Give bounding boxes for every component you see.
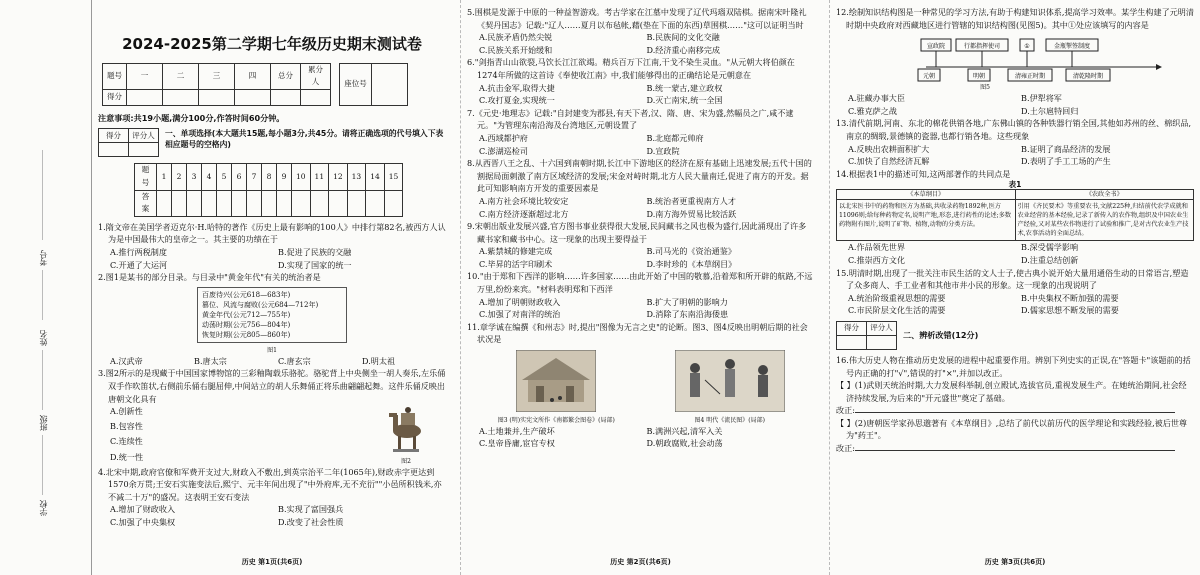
score-header: 二 bbox=[163, 63, 199, 89]
option[interactable]: D.统一性 bbox=[110, 451, 144, 462]
school-label: 学校 bbox=[39, 500, 48, 516]
option[interactable]: C.澎湖巡检司 bbox=[479, 145, 528, 156]
option[interactable]: B.司马光的《资治通鉴》 bbox=[646, 246, 736, 257]
q10-options bbox=[467, 296, 814, 321]
svg-text:明朝: 明朝 bbox=[972, 73, 986, 81]
option[interactable]: B.促进了民族的交融 bbox=[278, 246, 352, 257]
q11-options bbox=[467, 425, 814, 450]
table-1 bbox=[836, 189, 1194, 241]
question-11: 11.章学诚在编撰《和州志》时,提出"图像为无言之史"的论断。图3、图4反映出明朝后期的社会状况是 bbox=[467, 321, 808, 345]
class-label: 班级 bbox=[39, 415, 48, 431]
answer-grid-number: 10 bbox=[292, 164, 311, 190]
page-footer: 历史 第3页(共6页) bbox=[984, 558, 1046, 567]
q4-options bbox=[98, 503, 446, 528]
grader-score-cell[interactable] bbox=[99, 143, 129, 157]
option[interactable]: A.抗击金军,取得大捷 bbox=[479, 82, 555, 93]
part2-heading: 二、辨析改错(12分) bbox=[903, 330, 979, 341]
svg-text:宣政院: 宣政院 bbox=[926, 43, 946, 51]
question-15: 15.明清时期,出现了一批关注市民生活的文人士子,使古典小说开始大量用通俗生动的日常语言,塑造了众多商人、手工业者和其他市井小民的形象。这一现象的出现说明了 bbox=[836, 267, 1189, 291]
answer-cell[interactable] bbox=[347, 190, 366, 216]
option[interactable]: A.汉武帝 bbox=[110, 355, 143, 366]
score-table bbox=[102, 63, 408, 106]
grader-box bbox=[98, 128, 159, 157]
grader-score-label: 得分 bbox=[99, 129, 129, 143]
answer-grid-number: 2 bbox=[172, 164, 187, 190]
toc-line: 恢复时期(公元805—860年) bbox=[202, 330, 291, 339]
option[interactable]: D.朝政腐败,社会动荡 bbox=[646, 438, 723, 449]
q5-options bbox=[467, 31, 814, 56]
diagram-node bbox=[1008, 69, 1052, 81]
table-cell: 以北宋医书中的药物和医方为基础,共收录药物1892种,医方11096则;给每种药物定名,说明产地,形态,进行药性的论述;多数药物附有图片,说明了矿物、植物,动物的分类方法。 bbox=[837, 200, 1016, 241]
option[interactable]: D.注重总结创新 bbox=[1021, 254, 1079, 265]
diagram-node bbox=[956, 39, 1008, 67]
toc-line: 篡位、风流与腐败(公元684—712年) bbox=[202, 300, 319, 309]
option[interactable]: B.深受儒学影响 bbox=[1021, 242, 1079, 253]
score-cell[interactable] bbox=[271, 89, 301, 105]
table-header: 《本草纲目》 bbox=[837, 190, 1016, 200]
option[interactable]: B.中央集权不断加强的需要 bbox=[1021, 292, 1119, 303]
option[interactable]: A.西域都护府 bbox=[479, 132, 528, 143]
score-cell[interactable] bbox=[127, 89, 163, 105]
option[interactable]: A.驻藏办事大臣 bbox=[848, 93, 905, 104]
name-label: 姓名 bbox=[39, 330, 48, 346]
notice: 注意事项:共19小题,满分100分,作答时间60分钟。 bbox=[98, 112, 285, 123]
correction-label: 改正: bbox=[836, 405, 855, 416]
answer-grid-number: 3 bbox=[187, 164, 202, 190]
q6-options bbox=[467, 82, 814, 107]
option[interactable]: B.证明了商品经济的发展 bbox=[1021, 143, 1111, 154]
question-16-2: 【 】(2)唐朝医学家孙思邈著有《本草纲目》,总结了前代以前历代的医学理论和实践经验,被后世尊为"药王"。 bbox=[836, 417, 1188, 441]
score-cell[interactable] bbox=[199, 89, 235, 105]
q3-options bbox=[98, 405, 366, 466]
figure-3-caption: 图3 (明)实宪文所作《南都繁会图卷》(局部) bbox=[497, 416, 615, 424]
answer-cell[interactable] bbox=[232, 190, 247, 216]
option[interactable]: D.表明了手工工场的产生 bbox=[1021, 156, 1111, 167]
option[interactable]: A.增加了明朝财政收入 bbox=[479, 296, 561, 307]
answer-cell[interactable] bbox=[277, 190, 292, 216]
answer-cell[interactable] bbox=[366, 190, 385, 216]
option[interactable]: D.土尔扈特回归 bbox=[1021, 105, 1079, 116]
q13-options bbox=[836, 143, 1194, 168]
score-header: 总分 bbox=[271, 63, 301, 89]
option[interactable]: B.统治者更重视南方人才 bbox=[646, 195, 736, 206]
option[interactable]: D.消除了东南沿海倭患 bbox=[646, 309, 729, 320]
question-9: 9.宋朝出版业发展兴盛,官方图书事业获得很大发展,民间藏书之风也极为盛行,因此涌现出了许多藏书家和藏书中心。这一现象的出现主要得益于 bbox=[467, 221, 807, 244]
figure-5-caption: 图5 bbox=[980, 84, 990, 92]
school-line bbox=[42, 435, 43, 495]
page-footer: 历史 第1页(共6页) bbox=[241, 558, 303, 567]
q15-options bbox=[836, 292, 1194, 317]
option[interactable]: D.明太祖 bbox=[362, 355, 396, 366]
question-8: 8.从西晋八王之乱、十六国到南朝时期,长江中下游地区的经济在原有基础上迅速发展;五代十国的割据局面刺激了南方区域经济的发展;宋金对峙时期,北方人民大量南迁,促进了南方的开发。据此可知影响南方开发的重要因素是 bbox=[467, 158, 812, 194]
option[interactable]: A.创新性 bbox=[110, 406, 143, 417]
grader-box bbox=[836, 321, 897, 350]
figure-3 bbox=[496, 350, 616, 425]
score-header: 三 bbox=[199, 63, 235, 89]
q9-options bbox=[467, 245, 814, 270]
option[interactable]: D.实现了国家的统一 bbox=[278, 259, 352, 270]
answer-grid-number: 15 bbox=[384, 164, 403, 190]
correction-label: 改正: bbox=[836, 443, 855, 454]
question-3: 3.图2所示的是现藏于中国国家博物馆的三彩釉陶载乐骆驼。骆驼背上中央侧坐一胡人奏乐,左乐俑双手作吹笛状,右侧前乐俑右腿屈伸,中间站立的胡人乐舞俑正将乐曲翩翩起舞。这件乐俑反映出唐朝文化具有 bbox=[98, 368, 446, 404]
option[interactable]: B.实现了富国强兵 bbox=[278, 504, 344, 515]
option[interactable]: A.民族矛盾仍然尖锐 bbox=[479, 32, 553, 43]
option[interactable]: D.宣政院 bbox=[646, 145, 680, 156]
option[interactable]: C.南方经济逐渐超过北方 bbox=[479, 208, 569, 219]
seat-label: 座位号 bbox=[340, 63, 372, 105]
option[interactable]: D.李时珍的《本草纲目》 bbox=[646, 258, 737, 269]
figure-5-diagram bbox=[916, 33, 1166, 83]
option[interactable]: C.皇帝昏庸,宦官专权 bbox=[479, 438, 555, 449]
answer-cell[interactable] bbox=[217, 190, 232, 216]
question-4: 4.北宋中期,政府官僚和军费开支过大,财政入不敷出,到英宗治平二年(1065年),财政赤字更达到1570余万贯;王安石实施变法后,熙宁、元丰年间出现了"中外府库,无不充衍""小邑所积钱米,亦不减二十万"的盛况。这表明王安石变法 bbox=[98, 466, 442, 502]
option[interactable]: C.推崇西方文化 bbox=[848, 254, 906, 265]
option[interactable]: C.加快了自然经济瓦解 bbox=[848, 156, 930, 167]
option[interactable]: C.攻打夏金,实现统一 bbox=[479, 95, 555, 106]
option[interactable]: A.南方社会环境比较安定 bbox=[479, 195, 569, 206]
diagram-node bbox=[968, 69, 990, 81]
option[interactable]: C.雅克萨之战 bbox=[848, 105, 897, 116]
grader-name-cell[interactable] bbox=[129, 143, 159, 157]
option[interactable]: B.北庭都元帅府 bbox=[646, 132, 704, 143]
correction-line[interactable] bbox=[836, 404, 1194, 417]
seat-input[interactable] bbox=[372, 63, 408, 105]
option[interactable]: C.加强了中央集权 bbox=[110, 517, 176, 528]
q2-options bbox=[98, 355, 446, 368]
toc-line: 黄金年代(公元712—755年) bbox=[202, 310, 291, 319]
market-painting-image bbox=[516, 350, 596, 412]
option[interactable]: A.反映出农耕面积扩大 bbox=[848, 143, 930, 154]
question-1: 1.隋文帝在美国学者迈克尔·H.哈特的著作《历史上最有影响的100人》中排行第82名,被西方人认为是中国最伟大的皇帝之一。其主要的功绩在于 bbox=[98, 221, 446, 245]
diagram-node bbox=[921, 39, 951, 67]
answer-grid-number: 12 bbox=[329, 164, 348, 190]
score-row-label: 得分 bbox=[103, 89, 127, 105]
option[interactable]: B.民族间的文化交融 bbox=[646, 32, 720, 43]
diagram-node bbox=[918, 69, 940, 81]
figure-4-caption: 图4 明代《流民图》(局部) bbox=[694, 416, 765, 424]
answer-cell[interactable] bbox=[262, 190, 277, 216]
page-3 bbox=[829, 0, 1200, 575]
diagram-node-blank[interactable] bbox=[1020, 39, 1034, 67]
svg-text:①: ① bbox=[1024, 43, 1030, 51]
question-5: 5.围棋是发源于中原的一种益智游戏。考古学家在江墓中发现了辽代玛瑙双陆棋。据南宋叶隆礼《契丹国志》记载:"辽人……夏月以布毡帐,藉(垫在下面的东西)草围棋……"这可以证明当时 bbox=[467, 7, 807, 30]
question-2: 2.图1是某书的部分目录。与目录中"黄金年代"有关的统治者是 bbox=[98, 272, 321, 283]
option[interactable]: B.扩大了明朝的影响力 bbox=[646, 296, 728, 307]
score-header: 题号 bbox=[103, 63, 127, 89]
answer-cell[interactable] bbox=[310, 190, 329, 216]
answer-cell[interactable] bbox=[292, 190, 311, 216]
answer-grid-number: 11 bbox=[310, 164, 329, 190]
diagram-node bbox=[1066, 69, 1110, 81]
svg-text:清乾隆时期: 清乾隆时期 bbox=[1072, 73, 1104, 81]
q1-options bbox=[98, 246, 446, 271]
option[interactable]: C.唐玄宗 bbox=[278, 355, 311, 366]
toc-line: 动荡时期(公元756—804年) bbox=[202, 320, 291, 329]
figure-2 bbox=[366, 405, 446, 466]
camel-figurine-image bbox=[383, 405, 429, 453]
question-12: 12.绘制知识结构图是一种常见的学习方法,有助于构建知识体系,提高学习效率。某学生构建了元明清时期中央政府对西藏地区进行管辖的知识结构图(见图5)。其中①处应该填写的内容是 bbox=[836, 7, 1194, 30]
option[interactable]: A.紫禁城的修建完成 bbox=[479, 246, 553, 257]
answer-grid-row-label: 答案 bbox=[135, 190, 157, 216]
grader-name-label: 评分人 bbox=[129, 129, 159, 143]
question-13: 13.清代前期,河南、东北的棉花供销各地,广东佛山镇的各种铁器行销全国,其他如苏州的丝、棉织品,南京的绸缎,景德镇的瓷器,也都行销各地。这些现象 bbox=[836, 118, 1192, 141]
answer-cell[interactable] bbox=[157, 190, 172, 216]
score-cell[interactable] bbox=[301, 89, 331, 105]
figure-1-contents bbox=[197, 287, 347, 343]
option[interactable]: A.作品领先世界 bbox=[848, 242, 905, 253]
option[interactable]: A.统治阶级重视思想的需要 bbox=[848, 292, 946, 303]
score-header: 四 bbox=[235, 63, 271, 89]
svg-text:元朝: 元朝 bbox=[922, 73, 936, 81]
q7-options bbox=[467, 132, 814, 157]
option[interactable]: B.满洲兴起,清军入关 bbox=[646, 425, 723, 436]
answer-cell[interactable] bbox=[187, 190, 202, 216]
option[interactable]: C.开通了大运河 bbox=[110, 259, 168, 270]
option[interactable]: D.儒家思想不断发展的需要 bbox=[1021, 305, 1119, 316]
binding-strip bbox=[0, 0, 92, 575]
svg-text:行都指挥使司: 行都指挥使司 bbox=[963, 43, 1001, 51]
svg-text:金瓶掣签制度: 金瓶掣签制度 bbox=[1053, 43, 1091, 51]
table-cell: 引用《齐民要术》等重要农书,文献225种,归结前代农学成就和农业经营的基本经验,记录了新传入的农作物,组织及中国农业生产经验,又对某些农作物进行了试验和推广,是对古代农业生产技术,农事活动的全面总结。 bbox=[1015, 200, 1194, 241]
score-cell[interactable] bbox=[163, 89, 199, 105]
question-7: 7.《元史·地理志》记载:"自封建变为郡县,有天下者,汉、隋、唐、宋为盛,然幅员之广,咸不逮元。"为管理东南沿海及台湾地区,元朝设置了 bbox=[467, 107, 794, 131]
option[interactable]: B.伊犁将军 bbox=[1021, 93, 1062, 104]
correction-line[interactable] bbox=[836, 442, 1194, 455]
name-line bbox=[42, 270, 43, 320]
exam-no-line bbox=[42, 150, 43, 240]
grader-score-cell[interactable] bbox=[837, 335, 867, 349]
question-16-1: 【 】(1)武则天统治时期,大力发展科举制,创立殿试,选拔官员,重视发展生产。在她统治期间,社会经济持续发展,为后来的"开元盛世"奠定了基础。 bbox=[836, 380, 1187, 403]
table-header: 《农政全书》 bbox=[1015, 190, 1194, 200]
option[interactable]: D.改变了社会性质 bbox=[278, 517, 344, 528]
q8-options bbox=[467, 195, 814, 220]
option[interactable]: C.市民阶层文化生活的需要 bbox=[848, 305, 946, 316]
figure-4 bbox=[675, 350, 785, 425]
q12-options bbox=[836, 92, 1194, 117]
answer-grid-number: 4 bbox=[202, 164, 217, 190]
answer-cell[interactable] bbox=[329, 190, 348, 216]
page-1 bbox=[92, 0, 452, 575]
option[interactable]: B.包容性 bbox=[110, 421, 143, 432]
question-10: 10."由于郑和下西洋的影响……许多国家……由此开始了中国的敬慕,沿着郑和所开辟的航路,不远万里,纷纷来宾。"材料表明郑和下西洋 bbox=[467, 271, 813, 295]
answer-grid-number: 13 bbox=[347, 164, 366, 190]
q14-options bbox=[836, 241, 1194, 266]
option[interactable]: A.增加了财政收入 bbox=[110, 504, 176, 515]
diagram-node bbox=[1046, 39, 1098, 67]
answer-grid-number: 5 bbox=[217, 164, 232, 190]
score-header: 累分人 bbox=[301, 63, 331, 89]
answer-cell[interactable] bbox=[247, 190, 262, 216]
question-6: 6."剑指青山山欲裂,马饮长江江欲竭。精兵百万下江南,干戈不染生灵血。"从元朝大将伯颜在1274年所做的这首诗《奉使收江南》中,我们能够得出的正确结论是元朝意在 bbox=[467, 57, 795, 80]
answer-grid-number: 8 bbox=[262, 164, 277, 190]
option[interactable]: A.土地兼并,生产破坏 bbox=[479, 425, 555, 436]
figures-3-4 bbox=[467, 350, 814, 425]
exam-title: 2024-2025第二学期七年级历史期末测试卷 bbox=[122, 35, 422, 53]
answer-grid bbox=[134, 163, 403, 216]
option[interactable]: D.灭亡南宋,统一全国 bbox=[646, 95, 723, 106]
option[interactable]: C.民族关系开始缓和 bbox=[479, 44, 553, 55]
answer-cell[interactable] bbox=[202, 190, 217, 216]
option[interactable]: A.推行两税制度 bbox=[110, 246, 167, 257]
option[interactable]: B.统一蒙古,建立政权 bbox=[646, 82, 723, 93]
score-cell[interactable] bbox=[235, 89, 271, 105]
option[interactable]: C.连续性 bbox=[110, 436, 143, 447]
answer-grid-number: 9 bbox=[277, 164, 292, 190]
class-line bbox=[42, 350, 43, 410]
part1-heading: 一、单项选择(本大题共15题,每小题3分,共45分。请将正确选项的代号填入下表相应题号的空格内) bbox=[165, 129, 444, 150]
svg-text:清雍正时期: 清雍正时期 bbox=[1014, 73, 1046, 81]
answer-grid-number: 1 bbox=[157, 164, 172, 190]
question-14: 14.根据表1中的描述可知,这两部著作的共同点是 bbox=[836, 168, 1011, 179]
option[interactable]: B.唐太宗 bbox=[194, 355, 227, 366]
exam-no-label: 考号 bbox=[39, 250, 48, 266]
option[interactable]: D.经济重心南移完成 bbox=[646, 44, 721, 55]
answer-cell[interactable] bbox=[384, 190, 403, 216]
answer-grid-number: 6 bbox=[232, 164, 247, 190]
answer-grid-label: 题号 bbox=[135, 164, 157, 190]
toc-line: 百废待兴(公元618—683年) bbox=[202, 290, 291, 299]
figure-2-caption: 图2 bbox=[401, 457, 411, 465]
question-16: 16.伟大历史人物在推动历史发展的进程中起重要作用。辨别下列史实的正误,在"答题卡"该题前的括号内正确的打"√",错误的打"×",并加以改正。 bbox=[836, 354, 1191, 378]
refugees-painting-image bbox=[675, 350, 785, 412]
score-header: 一 bbox=[127, 63, 163, 89]
grader-name-label: 评分人 bbox=[867, 321, 897, 335]
option[interactable]: C.毕昇的活字印刷术 bbox=[479, 258, 553, 269]
page-footer: 历史 第2页(共6页) bbox=[610, 558, 671, 567]
page-2 bbox=[460, 0, 820, 575]
grader-score-label: 得分 bbox=[837, 321, 867, 335]
answer-grid-number: 7 bbox=[247, 164, 262, 190]
grader-name-cell[interactable] bbox=[867, 335, 897, 349]
option[interactable]: D.南方海外贸易比较活跃 bbox=[646, 208, 737, 219]
option[interactable]: C.加强了对南洋的统治 bbox=[479, 309, 561, 320]
answer-grid-number: 14 bbox=[366, 164, 385, 190]
answer-cell[interactable] bbox=[172, 190, 187, 216]
table-1-title: 表1 bbox=[1008, 180, 1022, 190]
figure-1-caption: 图1 bbox=[267, 346, 277, 354]
